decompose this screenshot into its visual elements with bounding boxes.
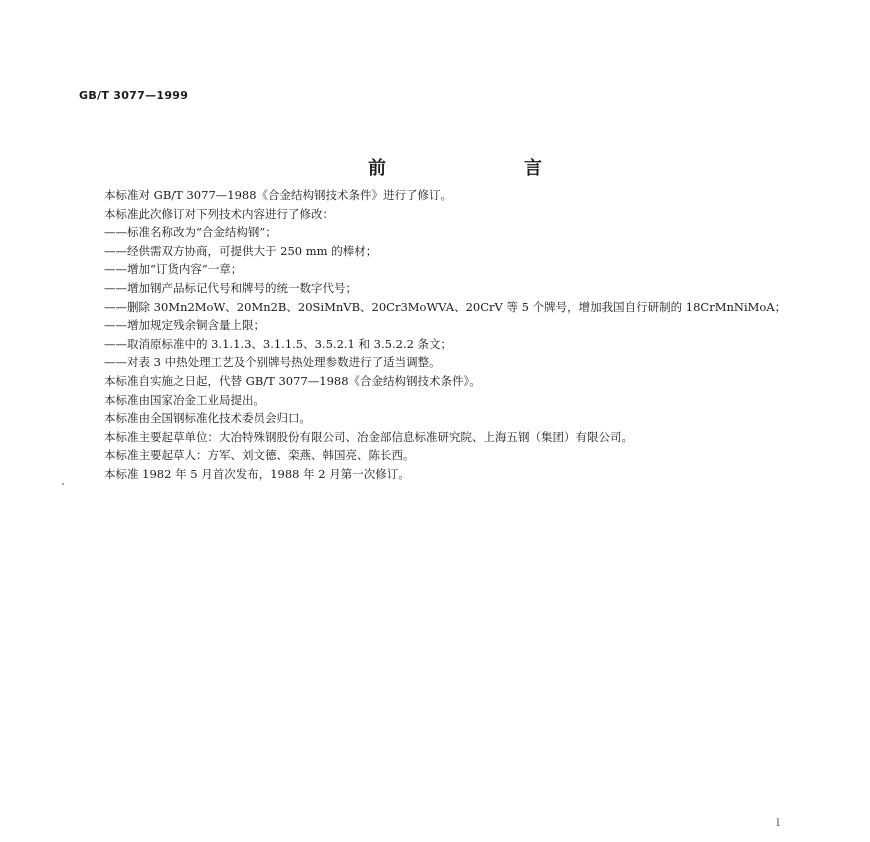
paragraph: ——增加规定残余铜含量上限； (104, 318, 265, 333)
paragraph: 本标准由国家冶金工业局提出。 (104, 392, 265, 407)
paragraph: ——标准名称改为“合金结构钢”； (104, 225, 277, 240)
paragraph: 本标准对 GB/T 3077—1988《合金结构钢技术条件》进行了修订。 (104, 188, 453, 202)
paragraph: 本标准此次修订对下列技术内容进行了修改： (104, 206, 334, 221)
paragraph: ——经供需双方协商，可提供大于 250 mm 的棒材； (104, 243, 378, 258)
paragraph: 本标准 1982 年 5 月首次发布，1988 年 2 月第一次修订。 (104, 466, 410, 481)
paragraph: ——删除 30Mn2MoW、20Mn2B、20SiMnVB、20Cr3MoWVA、20CrV 等 5 个牌号，增加我国自行研制的 18CrMnNiMoA； (104, 299, 787, 314)
paragraph: ——对表 3 中热处理工艺及个别牌号热处理参数进行了适当调整。 (104, 355, 441, 370)
paragraph: ——增加“订货内容”一章； (104, 262, 243, 277)
paragraph: 本标准自实施之日起，代替 GB/T 3077—1988《合金结构钢技术条件》。 (104, 373, 481, 388)
paragraph: 本标准由全国钢标准化技术委员会归口。 (104, 411, 311, 426)
paragraph: 本标准主要起草单位：大冶特殊钢股份有限公司、冶金部信息标准研究院、上海五钢（集团）有限公司。 (104, 429, 633, 444)
scan-speck (62, 483, 64, 485)
foreword-body (80, 186, 802, 484)
document-code: GB/T 3077—1999 (79, 89, 189, 102)
page-number: I (776, 818, 780, 829)
page-title: 前 言 (368, 158, 602, 179)
paragraph: ——增加钢产品标记代号和牌号的统一数字代号； (104, 280, 357, 295)
paragraph: 本标准主要起草人：方军、刘文德、栾燕、韩国亮、陈长西。 (104, 448, 415, 463)
paragraph: ——取消原标准中的 3.1.1.3、3.1.1.5、3.5.2.1 和 3.5.2.2 条文； (104, 336, 453, 351)
